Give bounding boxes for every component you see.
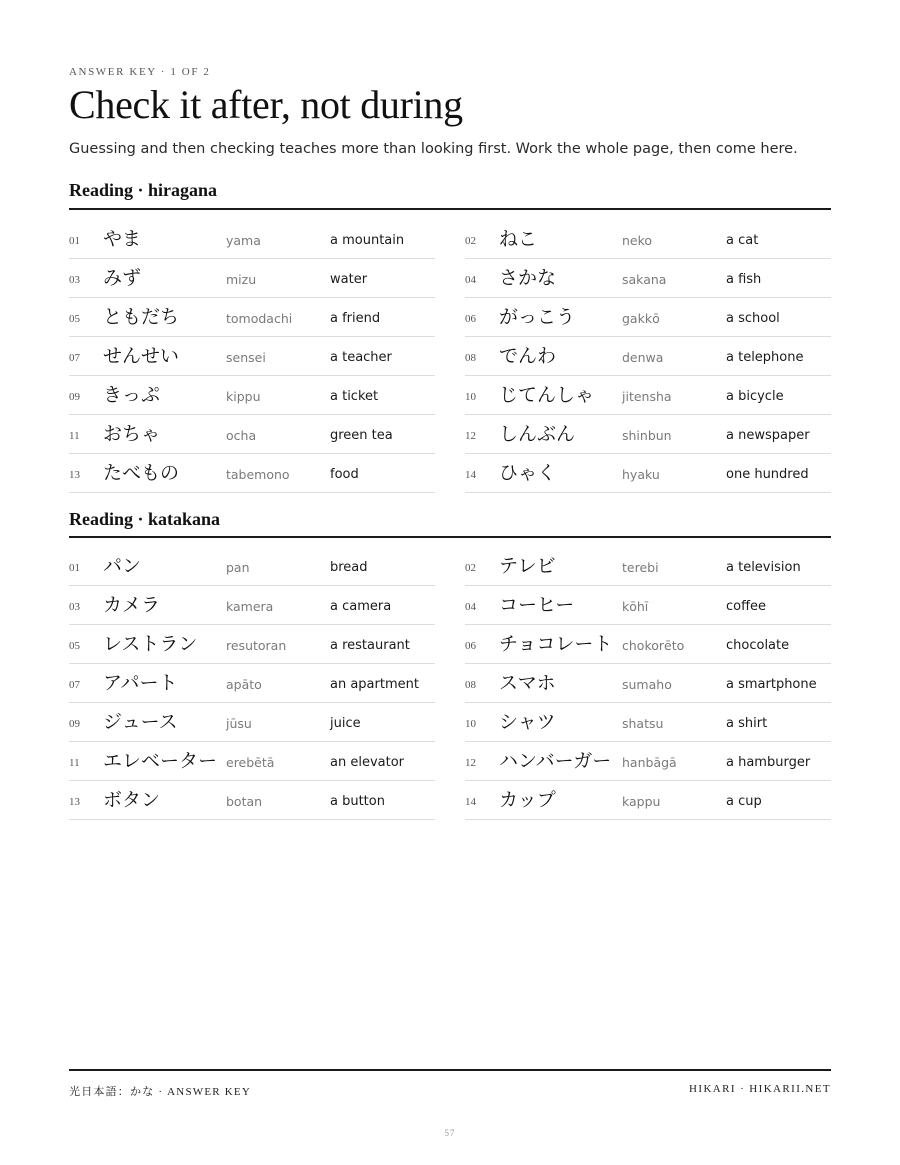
eyebrow-label: ANSWER KEY · 1 OF 2 <box>69 66 211 78</box>
romaji-text: terebi <box>622 560 659 575</box>
answer-row <box>465 781 831 820</box>
kana-text: がっこう <box>499 306 576 328</box>
meaning-text: a telephone <box>726 350 804 365</box>
entry-number: 12 <box>465 757 476 769</box>
entry-number: 13 <box>69 469 80 481</box>
entry-number: 11 <box>69 430 80 442</box>
page-number: 57 <box>444 1128 456 1138</box>
meaning-text: a television <box>726 560 801 575</box>
romaji-text: apāto <box>226 677 262 692</box>
answer-row <box>69 664 435 703</box>
meaning-text: a restaurant <box>330 638 410 653</box>
meaning-text: a hamburger <box>726 755 811 770</box>
entry-number: 06 <box>465 640 476 652</box>
answer-row <box>465 547 831 586</box>
entry-number: 07 <box>69 679 80 691</box>
meaning-text: coffee <box>726 599 767 614</box>
entry-number: 09 <box>69 718 80 730</box>
entry-number: 13 <box>69 796 80 808</box>
meaning-text: a fish <box>726 272 762 287</box>
answer-row <box>69 376 435 415</box>
section-rule <box>69 208 831 210</box>
answer-row <box>465 664 831 703</box>
entry-number: 03 <box>69 274 80 286</box>
romaji-text: gakkō <box>622 311 660 326</box>
entry-number: 14 <box>465 469 476 481</box>
kana-text: でんわ <box>499 345 557 367</box>
kana-text: おちゃ <box>103 423 161 445</box>
section-title-katakana: Reading · katakana <box>69 509 221 529</box>
meaning-text: a button <box>330 794 385 809</box>
meaning-text: a teacher <box>330 350 392 365</box>
kana-text: ともだち <box>103 306 180 328</box>
kana-text: カメラ <box>103 594 161 616</box>
kana-text: ジュース <box>103 711 178 733</box>
meaning-text: a camera <box>330 599 392 614</box>
entry-number: 12 <box>465 430 476 442</box>
meaning-text: a smartphone <box>726 677 817 692</box>
kana-text: ハンバーガー <box>499 750 612 772</box>
entry-number: 08 <box>465 679 476 691</box>
meaning-text: a mountain <box>330 233 405 248</box>
kana-text: たべもの <box>103 462 180 484</box>
kana-text: スマホ <box>499 672 556 694</box>
hiragana-answer-grid <box>69 220 831 493</box>
entry-number: 09 <box>69 391 80 403</box>
meaning-text: bread <box>330 560 368 575</box>
entry-number: 14 <box>465 796 476 808</box>
meaning-text: a cat <box>726 233 759 248</box>
meaning-text: a cup <box>726 794 762 809</box>
answer-row <box>465 454 831 493</box>
kana-text: しんぶん <box>499 423 576 445</box>
footer-site: HIKARI · HIKARII.NET <box>689 1083 831 1095</box>
answer-row <box>465 337 831 376</box>
answer-row <box>69 415 435 454</box>
kana-text: エレベーター <box>103 750 218 772</box>
answer-row <box>69 703 435 742</box>
answer-row <box>465 586 831 625</box>
kana-text: パン <box>103 555 142 577</box>
romaji-text: kōhī <box>622 599 649 614</box>
romaji-text: denwa <box>622 350 664 365</box>
meaning-text: a shirt <box>726 716 768 731</box>
romaji-text: mizu <box>226 272 257 287</box>
meaning-text: a ticket <box>330 389 379 404</box>
romaji-text: jitensha <box>622 389 672 404</box>
entry-number: 08 <box>465 352 476 364</box>
romaji-text: sensei <box>226 350 266 365</box>
meaning-text: a bicycle <box>726 389 784 404</box>
kana-text: やま <box>103 228 142 250</box>
meaning-text: a friend <box>330 311 381 326</box>
answer-row <box>69 625 435 664</box>
entry-number: 01 <box>69 562 80 574</box>
answer-key-page <box>69 0 831 1165</box>
meaning-text: green tea <box>330 428 393 443</box>
romaji-text: kamera <box>226 599 274 614</box>
answer-row <box>465 415 831 454</box>
meaning-text: one hundred <box>726 467 809 482</box>
romaji-text: hyaku <box>622 467 660 482</box>
meaning-text: chocolate <box>726 638 790 653</box>
kana-text: ボタン <box>103 789 161 811</box>
romaji-text: sumaho <box>622 677 672 692</box>
romaji-text: erebētā <box>226 755 275 770</box>
entry-number: 10 <box>465 718 476 730</box>
romaji-text: kappu <box>622 794 661 809</box>
answer-row <box>69 742 435 781</box>
entry-number: 06 <box>465 313 476 325</box>
romaji-text: botan <box>226 794 263 809</box>
answer-row <box>69 259 435 298</box>
answer-row <box>465 376 831 415</box>
kana-text: シャツ <box>499 711 556 733</box>
romaji-text: pan <box>226 560 250 575</box>
answer-row <box>465 298 831 337</box>
kana-text: せんせい <box>103 345 180 367</box>
entry-number: 03 <box>69 601 80 613</box>
entry-number: 01 <box>69 235 80 247</box>
kana-text: ねこ <box>499 228 538 250</box>
kana-text: みず <box>103 267 142 289</box>
answer-row <box>465 742 831 781</box>
answer-row <box>69 220 435 259</box>
romaji-text: kippu <box>226 389 261 404</box>
entry-number: 04 <box>465 274 476 286</box>
entry-number: 02 <box>465 562 476 574</box>
kana-text: さかな <box>499 267 557 289</box>
answer-row <box>465 703 831 742</box>
kana-text: テレビ <box>499 555 556 577</box>
answer-row <box>69 337 435 376</box>
romaji-text: tomodachi <box>226 311 293 326</box>
romaji-text: resutoran <box>226 638 287 653</box>
meaning-text: an elevator <box>330 755 405 770</box>
romaji-text: neko <box>622 233 653 248</box>
answer-row <box>69 781 435 820</box>
intro-text: Guessing and then checking teaches more than looking first. Work the whole page, then come here. <box>69 141 798 157</box>
meaning-text: food <box>330 467 359 482</box>
katakana-answer-grid <box>69 547 831 820</box>
kana-text: ひゃく <box>499 462 557 484</box>
page-title: Check it after, not during <box>69 82 463 127</box>
answer-row <box>465 625 831 664</box>
section-title-hiragana: Reading · hiragana <box>69 180 218 200</box>
romaji-text: shatsu <box>622 716 664 731</box>
romaji-text: sakana <box>622 272 667 287</box>
romaji-text: chokorēto <box>622 638 685 653</box>
kana-text: コーヒー <box>499 594 575 616</box>
romaji-text: jūsu <box>226 716 252 731</box>
entry-number: 07 <box>69 352 80 364</box>
entry-number: 05 <box>69 313 80 325</box>
kana-text: きっぷ <box>103 384 161 406</box>
meaning-text: a school <box>726 311 780 326</box>
meaning-text: a newspaper <box>726 428 810 443</box>
romaji-text: ocha <box>226 428 257 443</box>
romaji-text: tabemono <box>226 467 290 482</box>
romaji-text: shinbun <box>622 428 672 443</box>
section-rule <box>69 536 831 538</box>
kana-text: カップ <box>499 789 556 811</box>
answer-row <box>465 259 831 298</box>
romaji-text: hanbāgā <box>622 755 677 770</box>
entry-number: 04 <box>465 601 476 613</box>
answer-row <box>69 586 435 625</box>
entry-number: 11 <box>69 757 80 769</box>
kana-text: チョコレート <box>499 633 613 655</box>
kana-text: じてんしゃ <box>499 384 595 406</box>
entry-number: 10 <box>465 391 476 403</box>
meaning-text: an apartment <box>330 677 419 692</box>
entry-number: 05 <box>69 640 80 652</box>
entry-number: 02 <box>465 235 476 247</box>
footer-rule <box>69 1069 831 1071</box>
answer-row <box>69 454 435 493</box>
kana-text: レストラン <box>103 633 198 655</box>
answer-row <box>69 298 435 337</box>
kana-text: アパート <box>103 672 178 694</box>
meaning-text: water <box>330 272 368 287</box>
answer-row <box>465 220 831 259</box>
footer-book-title: 光日本語：かな · ANSWER KEY <box>69 1086 251 1098</box>
meaning-text: juice <box>330 716 361 731</box>
romaji-text: yama <box>226 233 261 248</box>
answer-row <box>69 547 435 586</box>
